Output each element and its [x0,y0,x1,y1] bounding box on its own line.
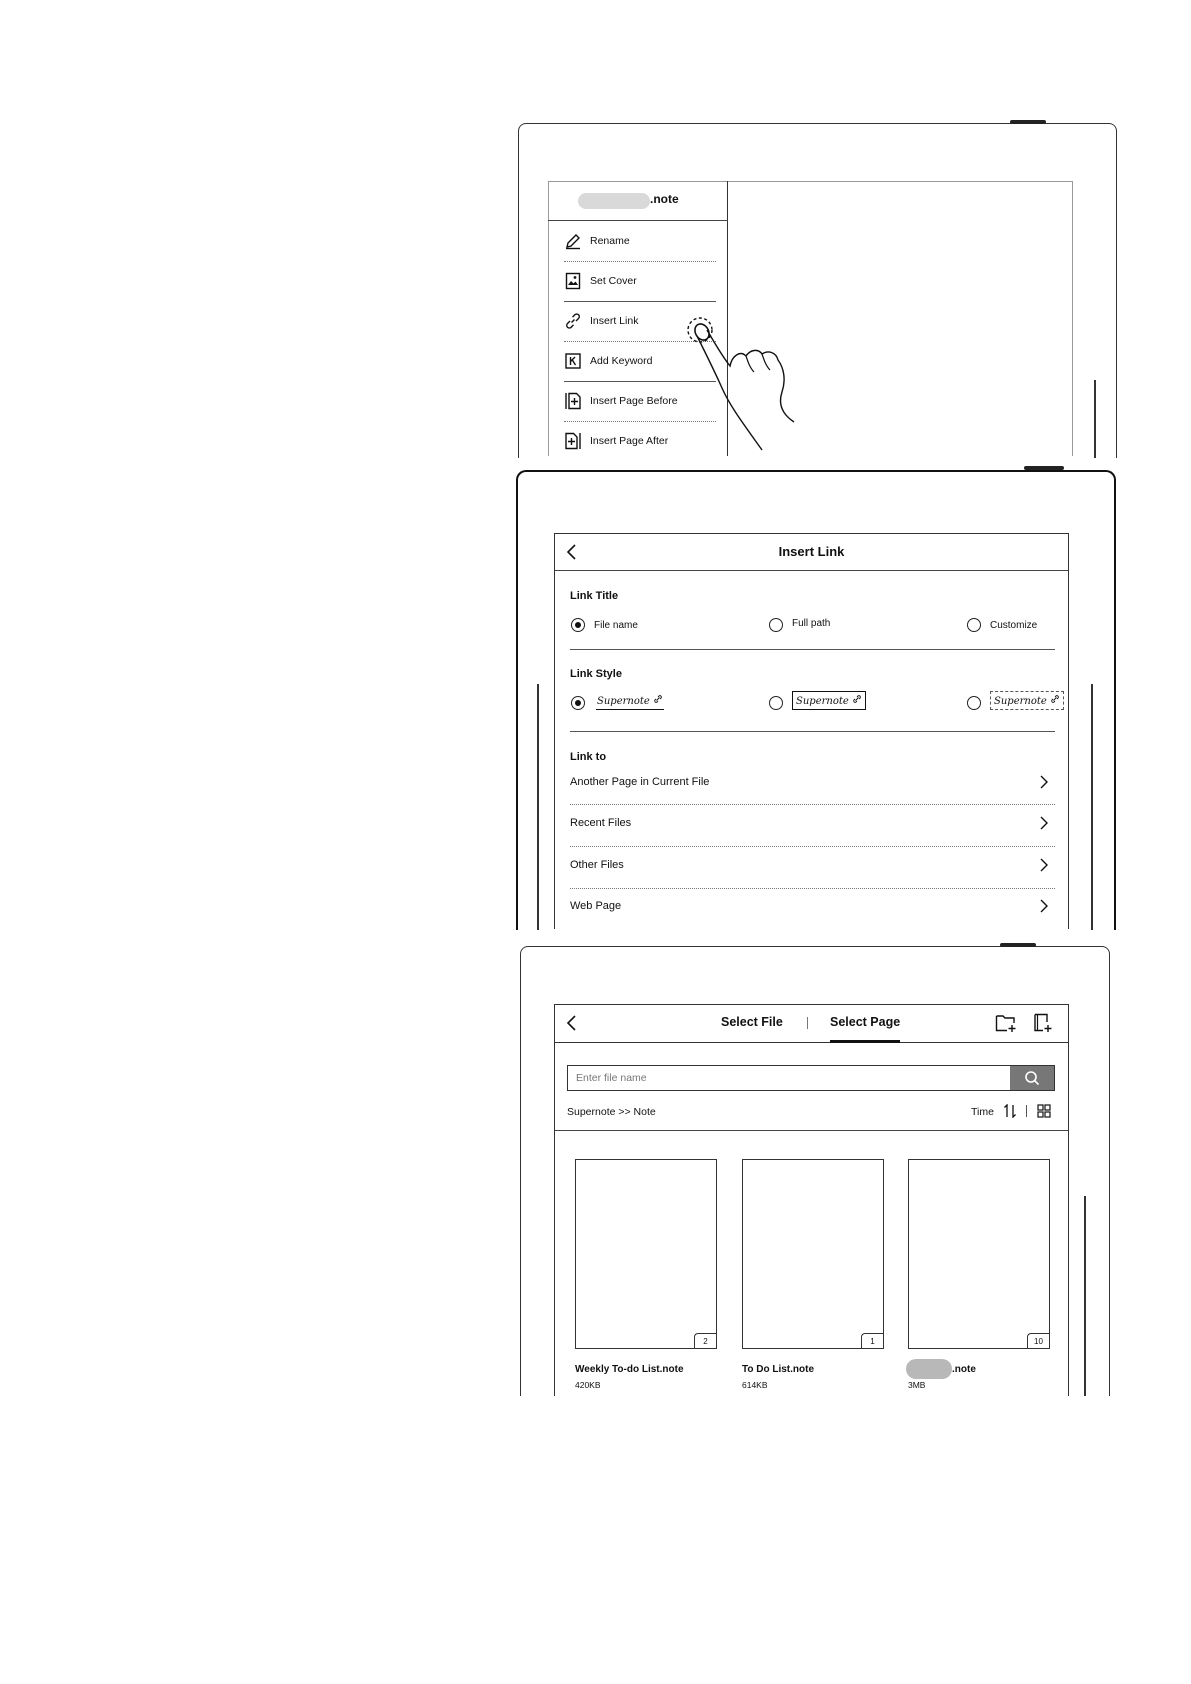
chevron-right-icon [1039,815,1049,836]
tab-select-file[interactable]: Select File [721,1015,783,1029]
style-sample-text: Supernote [597,696,650,707]
file-name: .note [952,1364,976,1375]
new-note-button[interactable] [1033,1013,1053,1038]
row-divider [570,804,1055,805]
chevron-left-icon [565,1015,579,1031]
toolbar-separator [1026,1105,1027,1117]
file-size: 420KB [575,1380,601,1390]
file-name: Weekly To-do List.note [575,1364,684,1375]
grid-view-icon [1037,1104,1051,1118]
pencil-icon [564,232,582,250]
style-sample-text: Supernote [994,696,1047,707]
chevron-right-icon [1039,898,1049,919]
search-box [567,1065,1055,1091]
link-to-label: Another Page in Current File [570,776,710,788]
new-folder-button[interactable] [995,1013,1017,1038]
page-count-badge: 10 [1027,1333,1049,1348]
tab-separator [807,1017,808,1029]
link-title-heading: Link Title [570,590,619,602]
link-icon [1050,694,1060,704]
menu-item-label: Insert Page After [590,435,669,447]
file-name: To Do List.note [742,1364,815,1375]
menu-item-label: Insert Page Before [590,395,678,407]
section-divider [570,731,1055,732]
link-style-heading: Link Style [570,668,622,680]
sort-label[interactable]: Time [971,1106,994,1118]
file-card[interactable] [742,1159,884,1390]
style-sample-text: Supernote [796,696,849,707]
chevron-right-icon [1039,857,1049,878]
sort-order-button[interactable] [1003,1104,1017,1123]
link-to-current-file[interactable] [570,768,1055,798]
section-divider [570,649,1055,650]
file-thumbnail [908,1159,1050,1349]
link-to-recent-files[interactable] [570,809,1055,839]
keyword-icon [564,352,582,370]
sort-arrows-icon [1003,1104,1017,1118]
option-file-name-label: File name [594,620,638,631]
list-divider [555,1130,1068,1131]
page-count-badge: 2 [694,1333,716,1348]
new-note-icon [1033,1013,1053,1033]
device-edge-line [1091,684,1093,930]
menu-item-label: Insert Link [590,315,639,327]
dialog-header [555,534,1068,571]
grid-view-button[interactable] [1037,1104,1051,1123]
link-to-web-page[interactable] [570,892,1055,922]
search-icon [1024,1070,1040,1086]
device-edge-line [1084,1196,1086,1396]
radio-style-dashed[interactable] [967,696,981,710]
insert-page-before-icon [564,392,582,410]
tab-select-page[interactable]: Select Page [830,1015,901,1029]
insert-page-after-icon [564,432,582,450]
radio-full-path[interactable] [769,618,783,632]
radio-style-underline[interactable] [571,696,585,710]
back-button[interactable] [565,1015,579,1036]
search-button[interactable] [1010,1066,1054,1090]
style-sample-boxed [792,691,866,710]
link-to-heading: Link to [570,751,607,763]
power-button [1010,120,1046,124]
menu-item-label: Add Keyword [590,355,653,367]
link-icon [653,694,663,704]
link-to-other-files[interactable] [570,851,1055,881]
page-count-badge: 1 [861,1333,883,1348]
menu-item-rename[interactable] [564,221,716,261]
link-to-label: Web Page [570,900,622,912]
link-to-label: Other Files [570,859,624,871]
power-button [1024,466,1064,470]
breadcrumb[interactable]: Supernote >> Note [567,1106,656,1118]
menu-item-label: Set Cover [590,275,637,287]
file-card[interactable] [908,1159,1050,1390]
link-icon [852,694,862,704]
file-card[interactable] [575,1159,717,1390]
option-full-path-label: Full path [792,618,831,629]
row-divider [570,846,1055,847]
file-size: 614KB [742,1380,768,1390]
new-folder-icon [995,1013,1017,1033]
menu-title [548,181,728,221]
search-input[interactable] [568,1066,1012,1090]
radio-customize[interactable] [967,618,981,632]
cover-image-icon [564,272,582,290]
select-link-target-dialog [554,1004,1069,1396]
radio-file-name[interactable] [571,618,585,632]
redacted-filename [906,1359,952,1379]
style-sample-dashed [990,691,1064,710]
row-divider [570,888,1055,889]
menu-item-label: Rename [590,235,630,247]
option-customize-label: Customize [990,620,1038,631]
dialog-title: Insert Link [778,544,845,559]
active-tab-indicator [830,1040,900,1043]
menu-item-set-cover[interactable] [564,261,716,301]
file-size: 3MB [908,1380,926,1390]
device-edge-line [1094,380,1096,458]
power-button [1000,943,1036,947]
dialog-header [555,1005,1068,1043]
insert-link-dialog [554,533,1069,929]
radio-style-boxed[interactable] [769,696,783,710]
style-sample-underline [596,694,664,710]
device-edge-line [537,684,539,930]
link-to-label: Recent Files [570,817,632,829]
tap-hand-icon [674,310,834,460]
link-icon [564,312,582,330]
chevron-right-icon [1039,774,1049,795]
redacted-filename [578,193,650,209]
menu-title-extension: .note [650,192,679,206]
file-thumbnail [742,1159,884,1349]
file-thumbnail [575,1159,717,1349]
